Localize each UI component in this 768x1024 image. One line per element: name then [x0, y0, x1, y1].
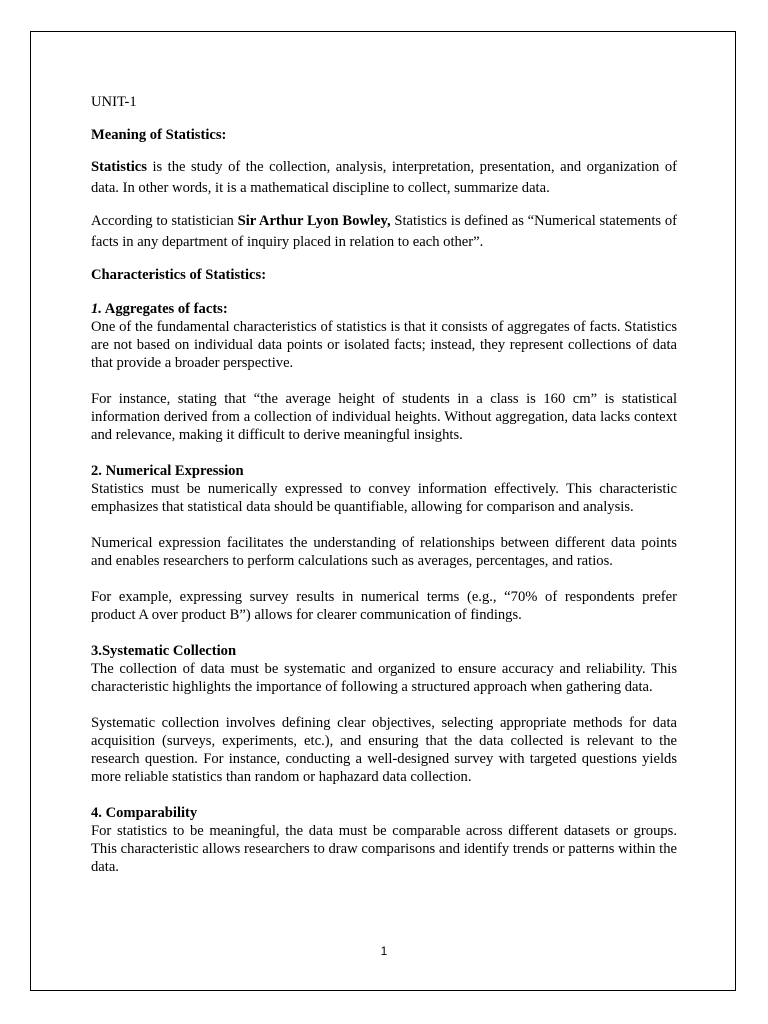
- document-page: [30, 31, 736, 991]
- section-2-heading: 2. Numerical Expression: [91, 463, 244, 479]
- section-2-paragraph-1: Statistics must be numerically expressed to convey information effectively. This characteristic emphasizes that statistical data should be quantifiable, allowing for comparison and analysis.: [91, 481, 677, 515]
- definition-paragraph: [91, 157, 677, 199]
- section-1-paragraph-1: One of the fundamental characteristics of statistics is that it consists of aggregates of facts. Statistics are not based on individual data points or isolated facts; instead, they represent collections of data that provide a broader perspective.: [91, 319, 677, 371]
- bowley-name: Sir Arthur Lyon Bowley,: [237, 213, 391, 229]
- characteristics-heading: Characteristics of Statistics:: [91, 267, 267, 283]
- page-content: [91, 93, 677, 876]
- definition-term: Statistics: [91, 159, 147, 175]
- definition-text: is the study of the collection, analysis, interpretation, presentation, and organization of data. In other words, it is a mathematical discipline to collect, summarize data.: [91, 159, 677, 196]
- meaning-heading: Meaning of Statistics:: [91, 127, 227, 143]
- bowley-paragraph: According to statistician Sir Arthur Lyon Bowley, Statistics is defined as “Numerical statements of facts in any department of inquiry placed in relation to each other”.: [91, 213, 677, 250]
- section-4-heading: 4. Comparability: [91, 805, 198, 821]
- section-3-paragraph-1: The collection of data must be systematic and organized to ensure accuracy and reliability. This characteristic highlights the importance of following a structured approach when gathering data.: [91, 661, 677, 695]
- page-number: 1: [380, 944, 388, 958]
- section-1-paragraph-2: For instance, stating that “the average height of students in a class is 160 cm” is statistical information derived from a collection of individual heights. Without aggregation, data lacks context and relevance, making it difficult to derive meaningful insights.: [91, 391, 677, 443]
- section-3-paragraph-2: Systematic collection involves defining clear objectives, selecting appropriate methods for data acquisition (surveys, experiments, etc.), and ensuring that the data collected is relevant to the research question. For instance, conducting a well-designed survey with targeted questions yields more reliable statistics than random or haphazard data collection.: [91, 715, 677, 785]
- unit-label: UNIT-1: [91, 94, 137, 110]
- section-2-paragraph-3: For example, expressing survey results in numerical terms (e.g., “70% of respondents prefer product A over product B”) allows for clearer communication of findings.: [91, 589, 677, 623]
- section-1-heading: 1. Aggregates of facts:: [91, 301, 228, 317]
- section-2-paragraph-2: Numerical expression facilitates the understanding of relationships between different data points and enables researchers to perform calculations such as averages, percentages, and ratios.: [91, 535, 677, 569]
- section-4-paragraph-1: For statistics to be meaningful, the data must be comparable across different datasets or groups. This characteristic allows researchers to draw comparisons and identify trends or patterns within the data.: [91, 823, 677, 875]
- section-3-heading: 3.Systematic Collection: [91, 643, 237, 659]
